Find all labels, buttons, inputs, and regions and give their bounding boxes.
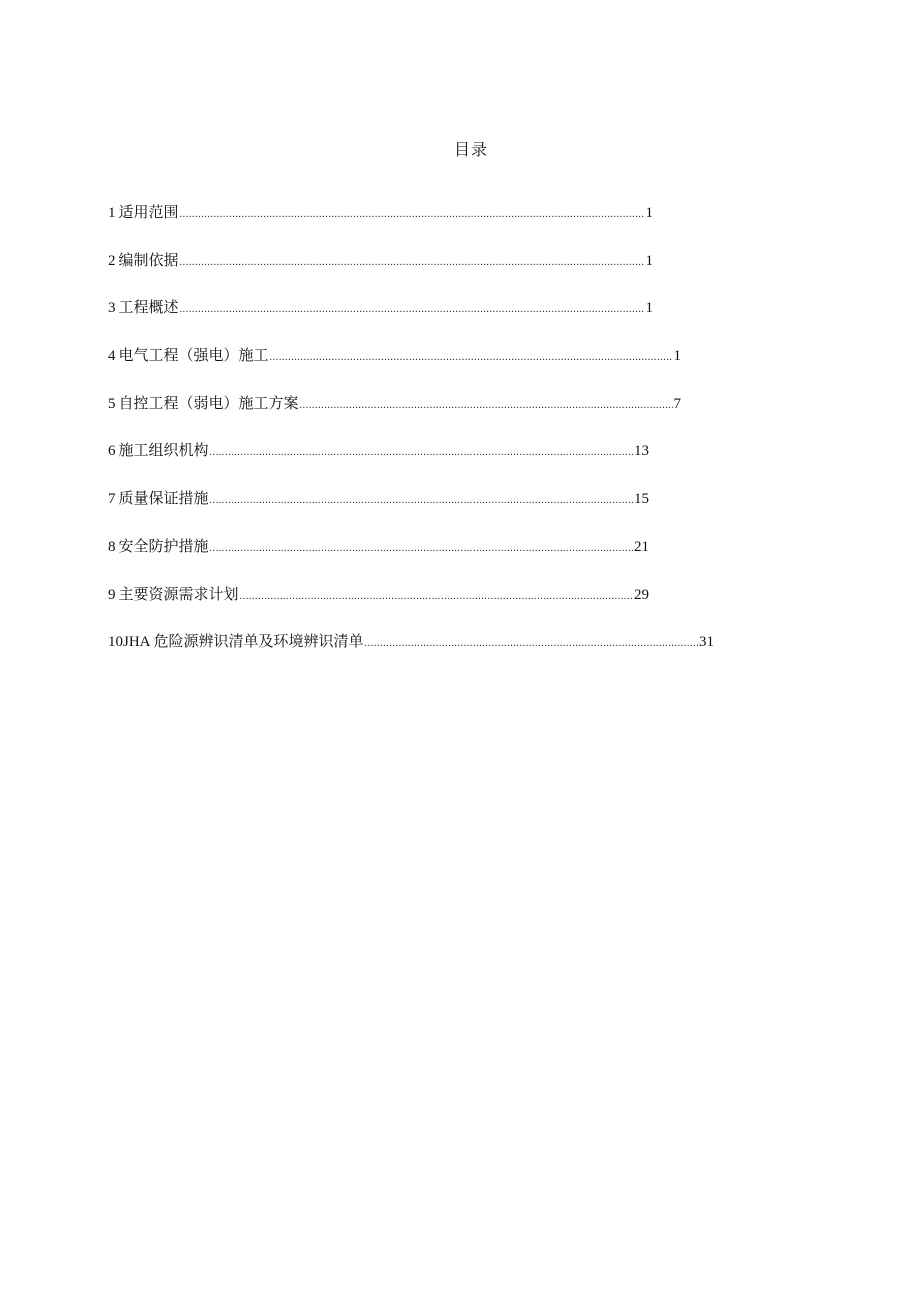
toc-entry-label: 电气工程（强电）施工	[118, 346, 269, 365]
toc-entry-page: 1	[645, 300, 653, 317]
toc-dot-leader	[180, 203, 645, 227]
toc-entry	[108, 486, 649, 534]
toc-entry	[108, 534, 649, 582]
toc-dot-leader	[210, 441, 633, 465]
toc-entry-number: 7	[108, 491, 116, 508]
toc-entry-label: 自控工程（弱电）施工方案	[118, 393, 299, 412]
toc-entry-label: 编制依据	[118, 250, 179, 269]
toc-entry-number: 4	[108, 348, 116, 365]
toc-entry-page: 15	[634, 491, 649, 508]
toc-dot-leader	[240, 585, 633, 609]
toc-entry-label: 施工组织机构	[118, 441, 209, 460]
toc-entry	[108, 391, 681, 439]
toc-entry	[108, 343, 681, 391]
toc-dot-leader	[365, 632, 698, 656]
toc-entry-number: 10JHA	[108, 634, 151, 651]
toc-entry-page: 29	[634, 586, 649, 603]
toc-dot-leader	[180, 298, 645, 322]
toc-entry	[108, 438, 649, 486]
toc-entry-page: 13	[634, 443, 649, 460]
toc-dot-leader	[210, 489, 633, 513]
toc-dot-leader	[300, 394, 673, 418]
toc-entry	[108, 295, 653, 343]
toc-entry-number: 1	[108, 205, 116, 221]
toc-entry	[108, 248, 653, 296]
toc-entry-label: 工程概述	[118, 298, 179, 317]
toc-title: 目录	[453, 140, 488, 159]
toc-entry-label: 主要资源需求计划	[118, 584, 239, 603]
toc-entry-label: 危险源辨识清单及环境辨识清单	[153, 632, 364, 651]
toc-entry-page: 1	[645, 205, 653, 221]
toc-entry	[108, 629, 714, 677]
toc-dot-leader	[180, 251, 645, 275]
toc-dot-leader	[210, 537, 633, 561]
toc-entry-number: 2	[108, 252, 116, 269]
toc-entry-number: 3	[108, 300, 116, 317]
toc-entry	[108, 582, 649, 630]
toc-dot-leader	[270, 346, 673, 370]
toc-list	[108, 200, 714, 677]
toc-entry-page: 31	[699, 634, 714, 651]
toc-entry-page: 7	[673, 395, 681, 412]
toc-entry-number: 5	[108, 395, 116, 412]
toc-entry	[108, 200, 653, 248]
toc-entry-label: 质量保证措施	[118, 489, 209, 508]
toc-entry-page: 1	[673, 348, 681, 365]
toc-entry-page: 1	[645, 252, 653, 269]
toc-entry-label: 安全防护措施	[118, 536, 209, 555]
toc-entry-number: 6	[108, 443, 116, 460]
toc-entry-page: 21	[634, 538, 649, 555]
toc-entry-number: 8	[108, 538, 116, 555]
toc-entry-label: 适用范围	[118, 203, 179, 221]
toc-entry-number: 9	[108, 586, 116, 603]
